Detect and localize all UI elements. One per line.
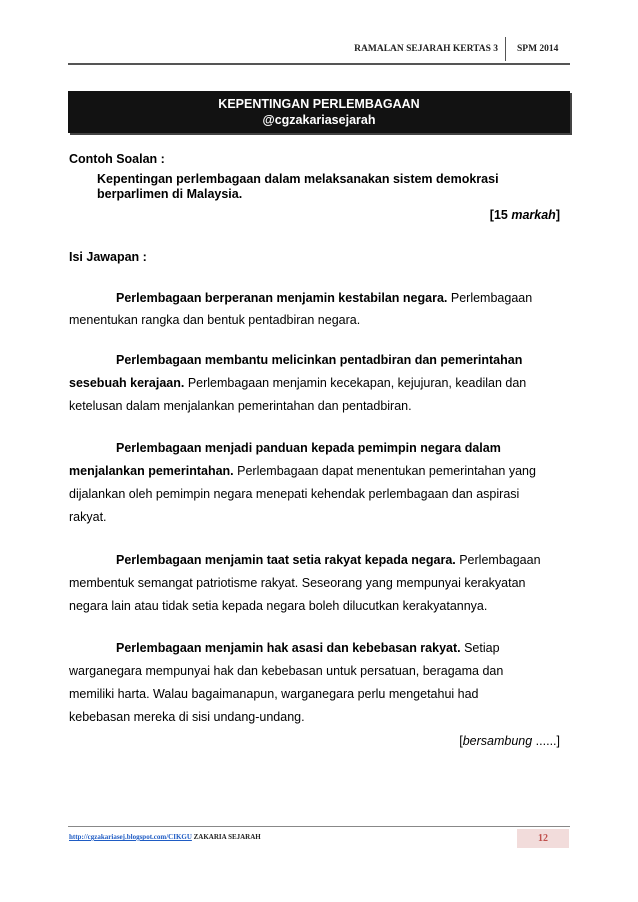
point-1-line-2: menentukan rangka dan bentuk pentadbiran negara. bbox=[69, 313, 361, 327]
point-5-line-3: memiliki harta. Walau bagaimanapun, warganegara perlu mengetahui had bbox=[69, 687, 479, 701]
point-4-line-1-rest: Perlembagaan bbox=[455, 553, 541, 567]
point-3-heading-end: menjalankan pemerintahan. bbox=[69, 464, 234, 478]
question-line-2: berparlimen di Malaysia. bbox=[97, 187, 243, 201]
footer-blog-link[interactable]: http://cgzakariasej.blogspot.com/CIKGU bbox=[69, 833, 192, 841]
question-marks bbox=[490, 208, 560, 223]
point-3-line-2-rest: Perlembagaan dapat menentukan pemerintahan yang bbox=[233, 464, 536, 478]
question-label: Contoh Soalan : bbox=[69, 152, 165, 166]
point-1-heading: Perlembagaan berperanan menjamin kestabilan negara. bbox=[116, 291, 448, 305]
point-3-line-3: dijalankan oleh pemimpin negara menepati kehendak perlembagaan dan aspirasi bbox=[69, 487, 520, 501]
point-2-line-3: ketelusan dalam menjalankan pemerintahan dan pentadbiran. bbox=[69, 399, 412, 413]
point-5-line-4: kebebasan mereka di sisi undang-undang. bbox=[69, 710, 305, 724]
footer-rule bbox=[68, 826, 570, 827]
point-4-line-2: membentuk semangat patriotisme rakyat. Seseorang yang mempunyai kerakyatan bbox=[69, 576, 526, 590]
title-box bbox=[68, 91, 570, 133]
header-separator bbox=[505, 37, 506, 61]
point-2-heading-end: sesebuah kerajaan. bbox=[69, 376, 185, 390]
header-right-text: SPM 2014 bbox=[517, 44, 559, 54]
question-line-1: Kepentingan perlembagaan dalam melaksanakan sistem demokrasi bbox=[97, 172, 499, 186]
marks-open: [15 bbox=[489, 208, 512, 222]
header-left-text: RAMALAN SEJARAH KERTAS 3 bbox=[354, 44, 498, 54]
point-4-line-1 bbox=[116, 553, 541, 568]
continued-word: bersambung bbox=[462, 734, 533, 748]
point-5-line-1-rest: Setiap bbox=[460, 641, 500, 655]
point-1-line-1-rest: Perlembagaan bbox=[447, 291, 533, 305]
point-3-line-2 bbox=[69, 464, 536, 479]
continued-rest: ......] bbox=[532, 734, 560, 748]
point-3-line-4: rakyat. bbox=[69, 510, 107, 524]
point-2-line-2 bbox=[69, 376, 526, 391]
point-5-line-2: warganegara mempunyai hak dan kebebasan untuk persatuan, beragama dan bbox=[69, 664, 504, 678]
point-2-line-2-rest: Perlembagaan menjamin kecekapan, kejujuran, keadilan dan bbox=[184, 376, 527, 390]
page-number: 12 bbox=[517, 829, 569, 848]
point-1-line-1 bbox=[116, 291, 532, 306]
footer-text bbox=[69, 833, 261, 841]
marks-word: markah bbox=[511, 208, 556, 222]
point-5-line-1 bbox=[116, 641, 500, 656]
point-4-heading: Perlembagaan menjamin taat setia rakyat kepada negara. bbox=[116, 553, 456, 567]
point-5-heading: Perlembagaan menjamin hak asasi dan kebebasan rakyat. bbox=[116, 641, 461, 655]
answer-label: Isi Jawapan : bbox=[69, 250, 147, 264]
point-2-line-1: Perlembagaan membantu melicinkan pentadbiran dan pemerintahan bbox=[116, 353, 523, 367]
header-rule bbox=[68, 63, 570, 65]
title-line-1: KEPENTINGAN PERLEMBAGAAN bbox=[218, 97, 420, 111]
footer-author: ZAKARIA SEJARAH bbox=[191, 833, 261, 841]
continued-note bbox=[459, 734, 560, 749]
continued-open: [ bbox=[459, 734, 463, 748]
point-3-line-1: Perlembagaan menjadi panduan kepada pemimpin negara dalam bbox=[116, 441, 501, 455]
title-line-2: @cgzakariasejarah bbox=[262, 113, 376, 127]
point-4-line-3: negara lain atau tidak setia kepada negara boleh dilucutkan kerakyatannya. bbox=[69, 599, 488, 613]
marks-close: ] bbox=[555, 208, 560, 222]
